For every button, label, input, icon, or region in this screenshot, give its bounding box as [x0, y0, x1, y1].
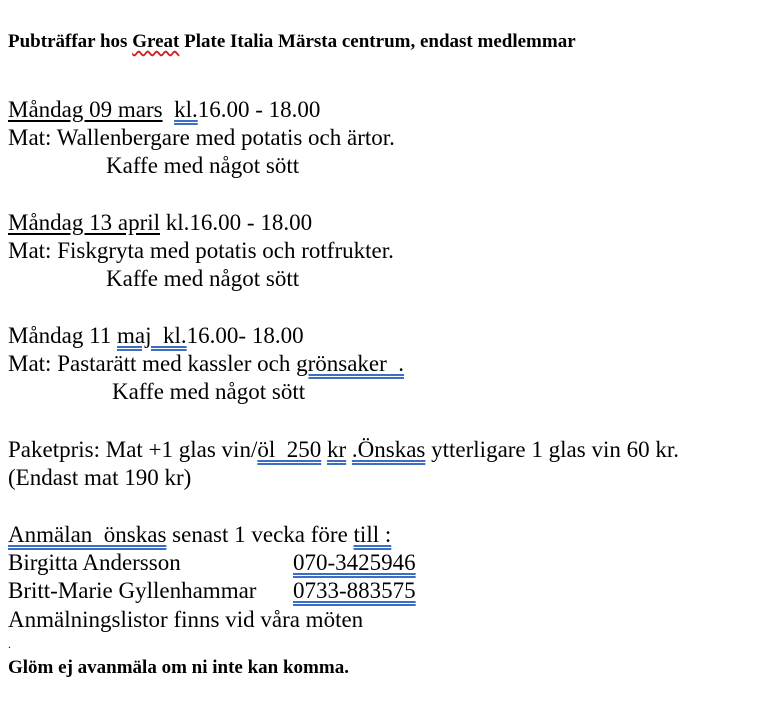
closing-note: Glöm ej avanmäla om ni inte kan komma. — [8, 657, 349, 678]
event-1-time: 16.00 - 18.00 — [197, 97, 321, 122]
event-2-food-line — [8, 237, 394, 265]
signup-deadline: senast 1 vecka före — [166, 522, 354, 547]
contact-row — [8, 549, 416, 577]
event-3-date-line — [8, 322, 304, 350]
event-2-dessert: Kaffe med något sött — [106, 266, 300, 291]
event-3-food-end: grönsaker . — [296, 351, 405, 376]
price-food-only: (Endast mat 190 kr) — [8, 465, 192, 490]
price-extra: ytterligare 1 glas vin 60 kr. — [425, 437, 679, 462]
document-title — [8, 28, 576, 56]
event-3-dessert: Kaffe med något sött — [112, 379, 306, 404]
event-3-food: Pastarätt med kassler och — [57, 351, 297, 376]
event-1-kl: kl. — [174, 97, 198, 122]
price-line — [8, 436, 679, 464]
contact-name: Birgitta Andersson — [8, 550, 181, 575]
event-1-food-line — [8, 124, 395, 152]
signup-lists: Anmälningslistor finns vid våra möten — [8, 607, 364, 632]
contact-phone: 070-3425946 — [293, 550, 416, 575]
event-2-kl: kl. — [165, 210, 190, 235]
stray-dot: . — [8, 637, 11, 651]
event-3-date: Måndag 11 — [8, 323, 118, 348]
contact-name: Britt-Marie Gyllenhammar — [8, 578, 257, 603]
price-kr: kr — [326, 437, 347, 462]
event-1-dessert: Kaffe med något sött — [106, 153, 300, 178]
event-2-time: 16.00 - 18.00 — [189, 210, 313, 235]
event-1-date: Måndag 09 mars — [8, 97, 163, 122]
title-text-end: Plate Italia Märsta centrum, endast medlemmar — [179, 31, 576, 52]
signup-line — [8, 521, 391, 549]
title-word-great: Great — [132, 31, 180, 52]
contact-phone: 0733-883575 — [293, 578, 416, 603]
signup-till: till : — [353, 522, 392, 547]
event-3-food-prefix: Mat: — [8, 351, 58, 376]
contact-row — [8, 577, 416, 605]
event-1-date-line — [8, 96, 320, 124]
event-3-kl: kl. — [163, 323, 187, 348]
event-2-food-prefix: Mat: — [8, 238, 58, 263]
event-2-food: Fiskgryta med potatis och rotfrukter. — [57, 238, 394, 263]
event-2-date: Måndag 13 april — [8, 210, 161, 235]
event-1-food-prefix: Mat: — [8, 125, 57, 150]
event-3-time: 16.00- 18.00 — [186, 323, 304, 348]
event-1-food: Wallenbergare med potatis och ärtor. — [56, 125, 395, 150]
price-onskas: .Önskas — [351, 437, 426, 462]
event-2-date-line — [8, 209, 312, 237]
event-3-month: maj — [117, 323, 152, 348]
title-text-start: Pubträffar hos — [8, 31, 133, 52]
price-ol: öl 250 — [257, 437, 322, 462]
price-text: Paketpris: Mat +1 glas vin/ — [8, 437, 258, 462]
signup-anmalan: Anmälan önskas — [8, 522, 167, 547]
event-3-food-line — [8, 350, 404, 378]
